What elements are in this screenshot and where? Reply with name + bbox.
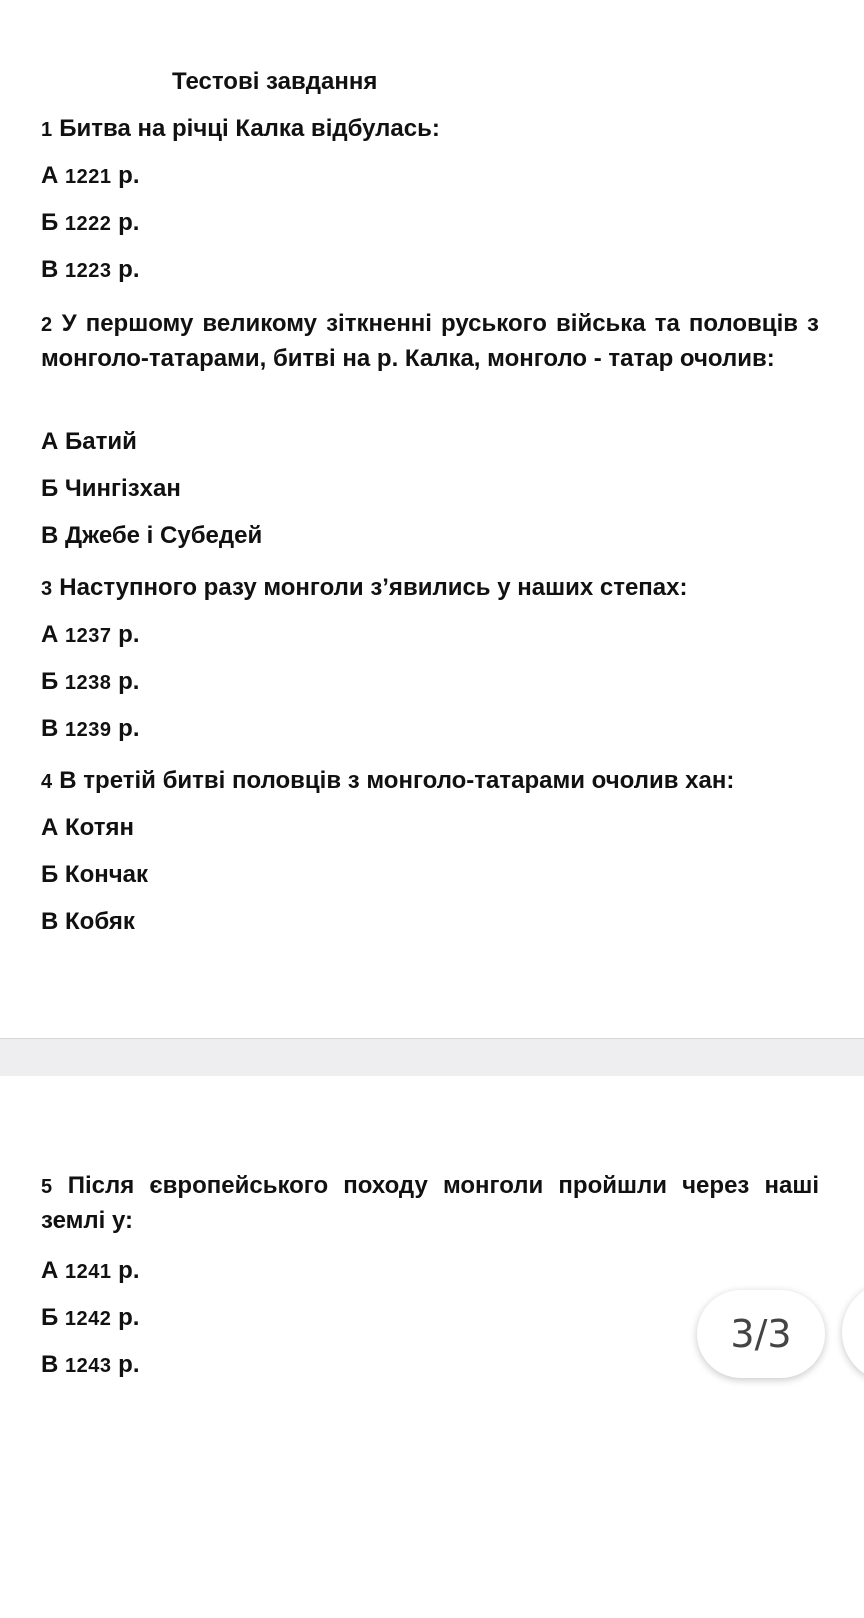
option-suffix: р.: [111, 715, 140, 742]
option-5a: [41, 1254, 819, 1289]
page-counter[interactable]: 3/3: [697, 1290, 825, 1378]
question-1: [41, 112, 819, 147]
option-4a: [41, 811, 819, 845]
option-text: Кобяк: [65, 908, 135, 935]
option-letter: А: [41, 428, 59, 455]
question-text: У першому великому зіткненні руського війська та половців з монголо-татарами, битві на р. Калка, монголо - татар очолив:: [41, 310, 819, 372]
question-text: В третій битві половців з монголо-татарами очолив хан:: [59, 767, 735, 794]
option-year: 1221: [65, 166, 112, 188]
option-suffix: р.: [111, 668, 140, 695]
option-letter: В: [41, 908, 59, 935]
option-letter: А: [41, 1257, 59, 1284]
option-1b: [41, 206, 819, 241]
option-year: 1237: [65, 625, 112, 647]
option-text: Кончак: [64, 861, 149, 888]
option-1a: [41, 159, 819, 194]
question-text: Наступного разу монголи з’явились у наших степах:: [59, 574, 688, 601]
option-1c: [41, 253, 819, 288]
option-suffix: р.: [111, 621, 140, 648]
option-year: 1222: [64, 213, 112, 235]
option-2a: [41, 425, 819, 459]
option-suffix: р.: [111, 1257, 140, 1284]
option-letter: А: [41, 621, 59, 648]
option-year: 1243: [65, 1355, 112, 1377]
option-letter: Б: [41, 475, 59, 502]
option-letter: Б: [41, 668, 59, 695]
option-text: Джебе і Субедей: [65, 522, 263, 549]
option-suffix: р.: [111, 1351, 140, 1378]
option-year: 1238: [64, 672, 112, 694]
option-letter: А: [41, 162, 59, 189]
question-2: [41, 307, 819, 376]
question-text: Після європейського походу монголи пройшли через наші землі у:: [41, 1172, 819, 1234]
option-letter: В: [41, 522, 59, 549]
option-4c: [41, 905, 819, 939]
question-number: 3: [41, 578, 53, 600]
option-letter: Б: [41, 1304, 59, 1331]
option-year: 1241: [65, 1261, 112, 1283]
page-separator: [0, 1038, 864, 1077]
option-year: 1242: [64, 1308, 112, 1330]
question-text: Битва на річці Калка відбулась:: [59, 115, 440, 142]
option-letter: В: [41, 1351, 59, 1378]
option-text: Батий: [65, 428, 137, 455]
question-number: 2: [41, 314, 53, 336]
option-2b: [41, 472, 819, 506]
question-5: [41, 1169, 819, 1238]
option-4b: [41, 858, 819, 892]
question-number: 5: [41, 1176, 53, 1198]
option-letter: Б: [41, 861, 59, 888]
option-3a: [41, 618, 819, 653]
option-letter: В: [41, 256, 59, 283]
option-suffix: р.: [111, 209, 140, 236]
question-number: 1: [41, 119, 53, 141]
page-title: Тестові завдання: [172, 68, 378, 95]
question-3: [41, 571, 819, 606]
option-3c: [41, 712, 819, 747]
option-suffix: р.: [111, 162, 140, 189]
option-suffix: р.: [111, 1304, 140, 1331]
option-year: 1223: [65, 260, 112, 282]
option-letter: Б: [41, 209, 59, 236]
question-number: 4: [41, 771, 53, 793]
option-letter: В: [41, 715, 59, 742]
option-text: Котян: [65, 814, 134, 841]
option-text: Чингізхан: [64, 475, 181, 502]
option-2c: [41, 519, 819, 553]
option-letter: А: [41, 814, 59, 841]
question-4: [41, 764, 819, 799]
option-3b: [41, 665, 819, 700]
option-suffix: р.: [111, 256, 140, 283]
option-year: 1239: [65, 719, 112, 741]
